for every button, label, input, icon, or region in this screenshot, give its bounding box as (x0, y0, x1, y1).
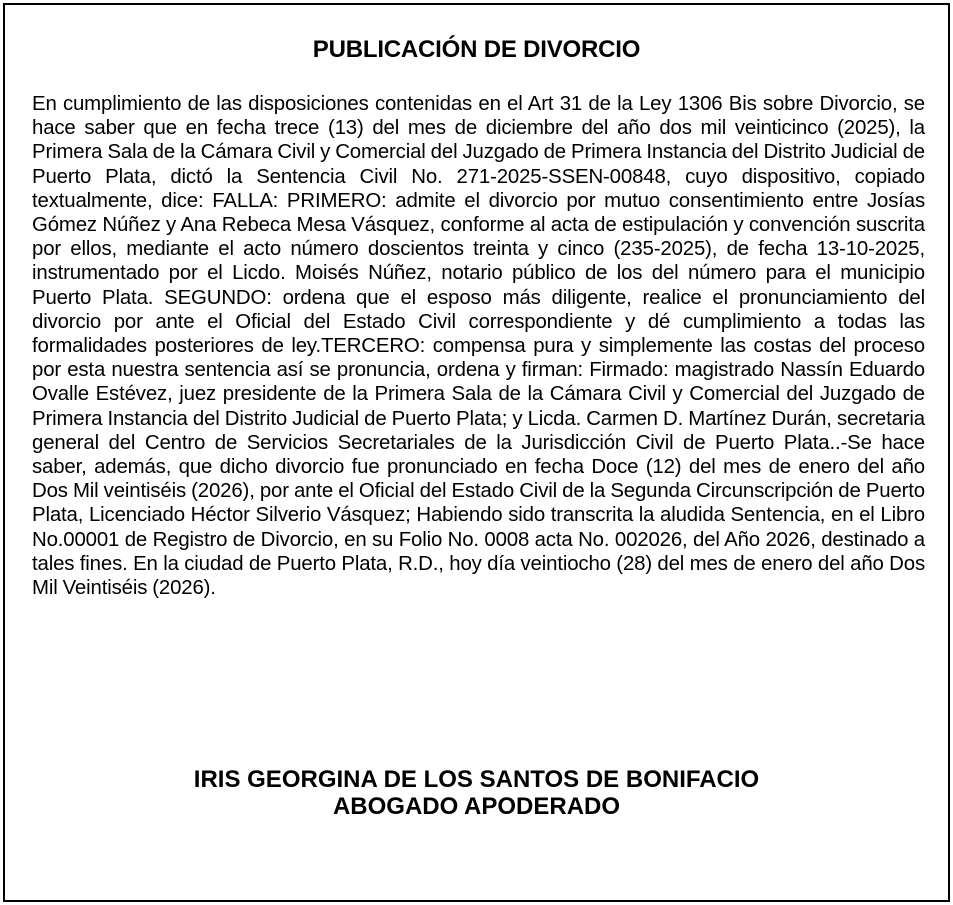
signer-role: ABOGADO APODERADO (332, 793, 621, 820)
signature-block (5, 766, 948, 820)
notice-title: PUBLICACIÓN DE DIVORCIO (312, 36, 641, 63)
notice-frame (3, 3, 950, 902)
signer-name: IRIS GEORGINA DE LOS SANTOS DE BONIFACIO (193, 766, 760, 793)
notice-body: En cumplimiento de las disposiciones contenidas en el Art 31 de la Ley 1306 Bis sobre Divorcio, se hace saber que en fecha trece (13) del mes de diciembre del año dos mil veinticinco (2025), la Primera Sala de la Cámara Civil y Comercial del Juzgado de Primera Instancia del Distrito Judicial de Puerto Plata, dictó la Sentencia Civil No. 271-2025-SSEN-00848, cuyo dispositivo, copiado textualmente, dice: FALLA: PRIMERO: admite el divorcio por mutuo consentimiento entre Josías Gómez Núñez y Ana Rebeca Mesa Vásquez, conforme al acta de estipulación y convención suscrita por ellos, mediante el acto número doscientos treinta y cinco (235-2025), de fecha 13-10-2025, instrumentado por el Licdo. Moisés Núñez, notario público de los del número para el municipio Puerto Plata. SEGUNDO: ordena que el esposo más diligente, realice el pronunciamiento del divorcio por ante el Oficial del Estado Civil correspondiente y dé cumplimiento a todas las formalidades posteriores de ley.TERCERO: compensa pura y simplemente las costas del proceso por esta nuestra sentencia así se pronuncia, ordena y firman: Firmado: magistrado Nassín Eduardo Ovalle Estévez, juez presidente de la Primera Sala de la Cámara Civil y Comercial del Juzgado de Primera Instancia del Distrito Judicial de Puerto Plata; y Licda. Carmen D. Martínez Durán, secretaria general del Centro de Servicios Secretariales de la Jurisdicción Civil de Puerto Plata..-Se hace saber, además, que dicho divorcio fue pronunciado en fecha Doce (12) del mes de enero del año Dos Mil veintiséis (2026), por ante el Oficial del Estado Civil de la Segunda Circunscripción de Puerto Plata, Licenciado Héctor Silverio Vásquez; Habiendo sido transcrita la aludida Sentencia, en el Libro No.00001 de Registro de Divorcio, en su Folio No. 0008 acta No. 002026, del Año 2026, destinado a tales fines. En la ciudad de Puerto Plata, R.D., hoy día veintiocho (28) del mes de enero del año Dos Mil Veintiséis (2026). (32, 93, 925, 600)
